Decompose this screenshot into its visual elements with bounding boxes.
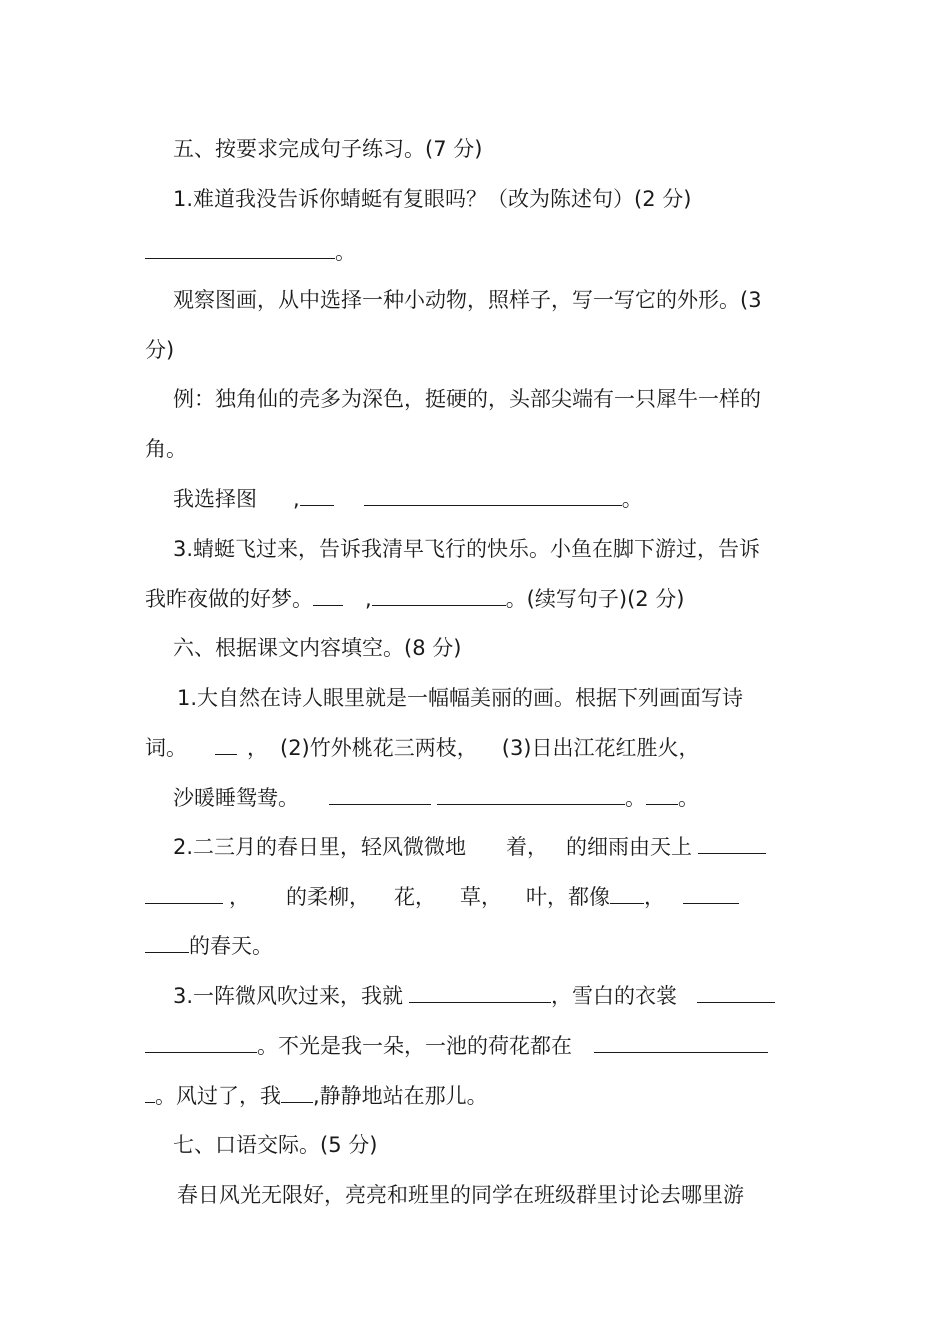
answer-blank[interactable] [215,734,237,755]
answer-blank[interactable] [409,982,551,1003]
answer-blank[interactable] [145,1082,155,1103]
s5-q3-line1: 3.蜻蜓飞过来，告诉我清早飞行的快乐。小鱼在脚下游过，告诉 [173,537,761,561]
answer-blank[interactable] [313,585,343,606]
s5-q1-text: 1.难道我没告诉你蜻蜓有复眼吗？（改为陈述句）(2 分) [173,187,692,211]
section7-heading: 七、口语交际。(5 分) [173,1133,378,1157]
s6-q1-line1: 1.大自然在诗人眼里就是一幅幅美丽的画。根据下列画面写诗 [177,686,744,710]
s5-q2-line2: 分) [145,338,175,362]
s6-q2-line2: ， 的柔柳， 花， 草， 叶，都像 ， [145,882,810,912]
s5-q1-answer-line: 。 [145,237,810,267]
s6-q3-line2: 。不光是我一朵，一池的荷花都在 [145,1031,810,1061]
answer-blank[interactable] [698,833,766,854]
s5-choose-line: 我选择图 , 。 [173,487,643,511]
answer-blank[interactable] [145,932,189,953]
s5-example-line1: 例：独角仙的壳多为深色，挺硬的，头部尖端有一只犀牛一样的 [173,387,761,411]
answer-blank[interactable] [683,883,739,904]
answer-blank[interactable] [145,883,223,904]
s6-q2-line1: 2.二三月的春日里，轻风微微地 着， 的细雨由天上 [173,832,838,862]
answer-blank[interactable] [364,485,622,506]
s5-q2-line1: 观察图画，从中选择一种小动物，照样子，写一写它的外形。(3 [173,288,762,312]
answer-blank[interactable] [437,784,625,805]
answer-blank[interactable] [372,585,506,606]
answer-blank[interactable] [594,1032,768,1053]
section5-heading: 五、按要求完成句子练习。(7 分) [173,137,483,161]
s7-line1: 春日风光无限好，亮亮和班里的同学在班级群里讨论去哪里游 [177,1183,744,1207]
s6-q1-line3: 沙暖睡鸳鸯。 。 。 [173,786,699,810]
s5-q3-line2: 我昨夜做的好梦。 , 。(续写句子)(2 分) [145,587,685,611]
answer-blank[interactable] [145,1032,257,1053]
s6-q1-line2: 词。 ， (2)竹外桃花三两枝， (3)日出江花红胜火， [145,736,700,760]
section6-heading: 六、根据课文内容填空。(8 分) [173,636,462,660]
s6-q3-line3: 。风过了，我 ,静静地站在那儿。 [145,1081,810,1111]
answer-blank[interactable] [610,883,644,904]
answer-blank[interactable] [145,238,335,259]
answer-blank[interactable] [646,784,678,805]
answer-blank[interactable] [697,982,775,1003]
answer-blank[interactable] [300,485,334,506]
answer-blank[interactable] [281,1082,313,1103]
s6-q2-line3: 的春天。 [145,931,810,961]
answer-blank[interactable] [329,784,431,805]
s6-q3-line1: 3.一阵微风吹过来，我就 ，雪白的衣裳 [173,981,838,1011]
s5-example-line2: 角。 [145,437,187,461]
